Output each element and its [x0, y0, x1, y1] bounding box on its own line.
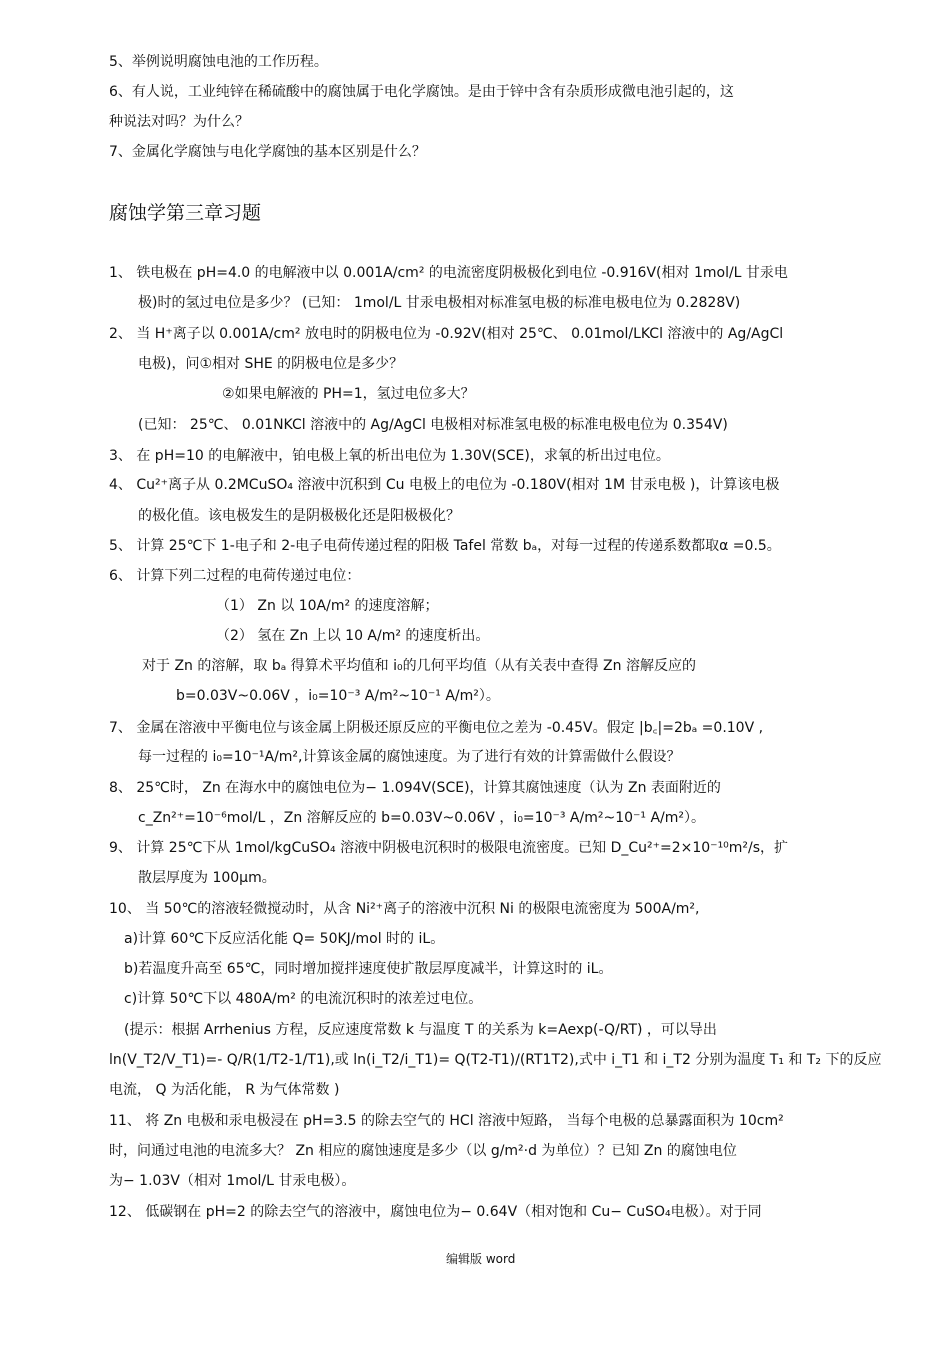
problem-2-line1: 2、 当 H⁺离子以 0.001A/cm² 放电时的阴极电位为 -0.92V(相对 25℃、 0.01mol/LKCl 溶液中的 Ag/AgCl	[109, 326, 784, 342]
problem-5: 5、 计算 25℃下 1-电子和 2-电子电荷传递过程的阳极 Tafel 常数 bₐ，对每一过程的传递系数都取α =0.5。	[109, 538, 781, 554]
problem-3: 3、 在 pH=10 的电解液中，铂电极上氧的析出电位为 1.30V(SCE)，求氧的析出过电位。	[109, 448, 670, 464]
problem-2-line4: (已知： 25℃、 0.01NKCl 溶液中的 Ag/AgCl 电极相对标准氢电极的标准电极电位为 0.354V)	[138, 417, 728, 433]
problem-10-part-a: a)计算 60℃下反应活化能 Q= 50KJ/mol 时的 iL。	[124, 931, 445, 947]
problem-6-line5: b=0.03V~0.06V ，i₀=10⁻³ A/m²~10⁻¹ A/m²）。	[176, 688, 500, 704]
question-7: 7、金属化学腐蚀与电化学腐蚀的基本区别是什么？	[109, 144, 426, 160]
question-6-line1: 6、有人说，工业纯锌在稀硫酸中的腐蚀属于电化学腐蚀。是由于锌中含有杂质形成微电池引起的，这	[109, 84, 734, 100]
problem-10-hint-line3: 电流， Q 为活化能， R 为气体常数 )	[109, 1082, 340, 1098]
problem-1-line2: 极)时的氢过电位是多少？ (已知： 1mol/L 甘汞电极相对标准氢电极的标准电极电位为 0.2828V)	[138, 295, 741, 311]
problem-6-line1: 6、 计算下列二过程的电荷传递过电位：	[109, 568, 361, 584]
chapter-title: 腐蚀学第三章习题	[109, 202, 262, 224]
problem-9-line2: 散层厚度为 100μm。	[138, 870, 276, 886]
question-6-line2: 种说法对吗？为什么？	[109, 114, 249, 130]
problem-10-part-b: b)若温度升高至 65℃，同时增加搅拌速度使扩散层厚度减半，计算这时的 iL。	[124, 961, 613, 977]
problem-11-line1: 11、 将 Zn 电极和汞电极浸在 pH=3.5 的除去空气的 HCl 溶液中短路， 当每个电极的总暴露面积为 10cm²	[109, 1113, 784, 1129]
page-footer: 编辑版 word	[446, 1252, 516, 1266]
problem-7-line1: 7、 金属在溶液中平衡电位与该金属上阴极还原反应的平衡电位之差为 -0.45V。假定 |b꜀|=2bₐ =0.10V ,	[109, 720, 764, 736]
problem-1-line1: 1、 铁电极在 pH=4.0 的电解液中以 0.001A/cm² 的电流密度阴极极化到电位 -0.916V(相对 1mol/L 甘汞电	[109, 265, 788, 281]
problem-11-line2: 时，问通过电池的电流多大？ Zn 相应的腐蚀速度是多少（以 g/m²·d 为单位）？已知 Zn 的腐蚀电位	[109, 1143, 737, 1159]
problem-2-line3: ②如果电解液的 PH=1，氢过电位多大？	[222, 386, 475, 402]
problem-10-part-c: c)计算 50℃下以 480A/m² 的电流沉积时的浓差过电位。	[124, 991, 483, 1007]
problem-2-line2: 电极)，问①相对 SHE 的阴极电位是多少？	[138, 356, 404, 372]
problem-12-line1: 12、 低碳钢在 pH=2 的除去空气的溶液中，腐蚀电位为− 0.64V（相对饱和 Cu− CuSO₄电极）。对于同	[109, 1204, 762, 1220]
problem-10-hint-line1: (提示：根据 Arrhenius 方程，反应速度常数 k 与温度 T 的关系为 k=Aexp(-Q/RT) ，可以导出	[124, 1022, 717, 1038]
problem-6-item2: （2） 氢在 Zn 上以 10 A/m² 的速度析出。	[216, 628, 490, 644]
problem-10-hint-line2: ln(V_T2/V_T1)=- Q/R(1/T2-1/T1),或 ln(i_T2/i_T1)= Q(T2-T1)/(RT1T2),式中 i_T1 和 i_T2 分别为温度 T₁ 和 T₂ 下的反应	[109, 1052, 882, 1068]
problem-8-line2: c_Zn²⁺=10⁻⁶mol/L ，Zn 溶解反应的 b=0.03V~0.06V ，i₀=10⁻³ A/m²~10⁻¹ A/m²）。	[138, 810, 706, 826]
problem-6-line4: 对于 Zn 的溶解，取 bₐ 得算术平均值和 i₀的几何平均值（从有关表中查得 Zn 溶解反应的	[142, 658, 696, 674]
problem-8-line1: 8、 25℃时， Zn 在海水中的腐蚀电位为− 1.094V(SCE)，计算其腐蚀速度（认为 Zn 表面附近的	[109, 780, 721, 796]
problem-11-line3: 为− 1.03V（相对 1mol/L 甘汞电极）。	[109, 1173, 356, 1189]
problem-4-line1: 4、 Cu²⁺离子从 0.2MCuSO₄ 溶液中沉积到 Cu 电极上的电位为 -0.180V(相对 1M 甘汞电极 )，计算该电极	[109, 477, 780, 493]
question-5: 5、举例说明腐蚀电池的工作历程。	[109, 54, 328, 70]
problem-9-line1: 9、 计算 25℃下从 1mol/kgCuSO₄ 溶液中阴极电沉积时的极限电流密度。已知 D_Cu²⁺=2×10⁻¹⁰m²/s，扩	[109, 840, 789, 856]
problem-7-line2: 每一过程的 i₀=10⁻¹A/m²,计算该金属的腐蚀速度。为了进行有效的计算需做什么假设？	[138, 749, 681, 765]
problem-6-item1: （1） Zn 以 10A/m² 的速度溶解；	[216, 598, 439, 614]
problem-4-line2: 的极化值。该电极发生的是阴极极化还是阳极极化？	[138, 508, 460, 524]
problem-10-line1: 10、 当 50℃的溶液轻微搅动时，从含 Ni²⁺离子的溶液中沉积 Ni 的极限电流密度为 500A/m²,	[109, 901, 700, 917]
